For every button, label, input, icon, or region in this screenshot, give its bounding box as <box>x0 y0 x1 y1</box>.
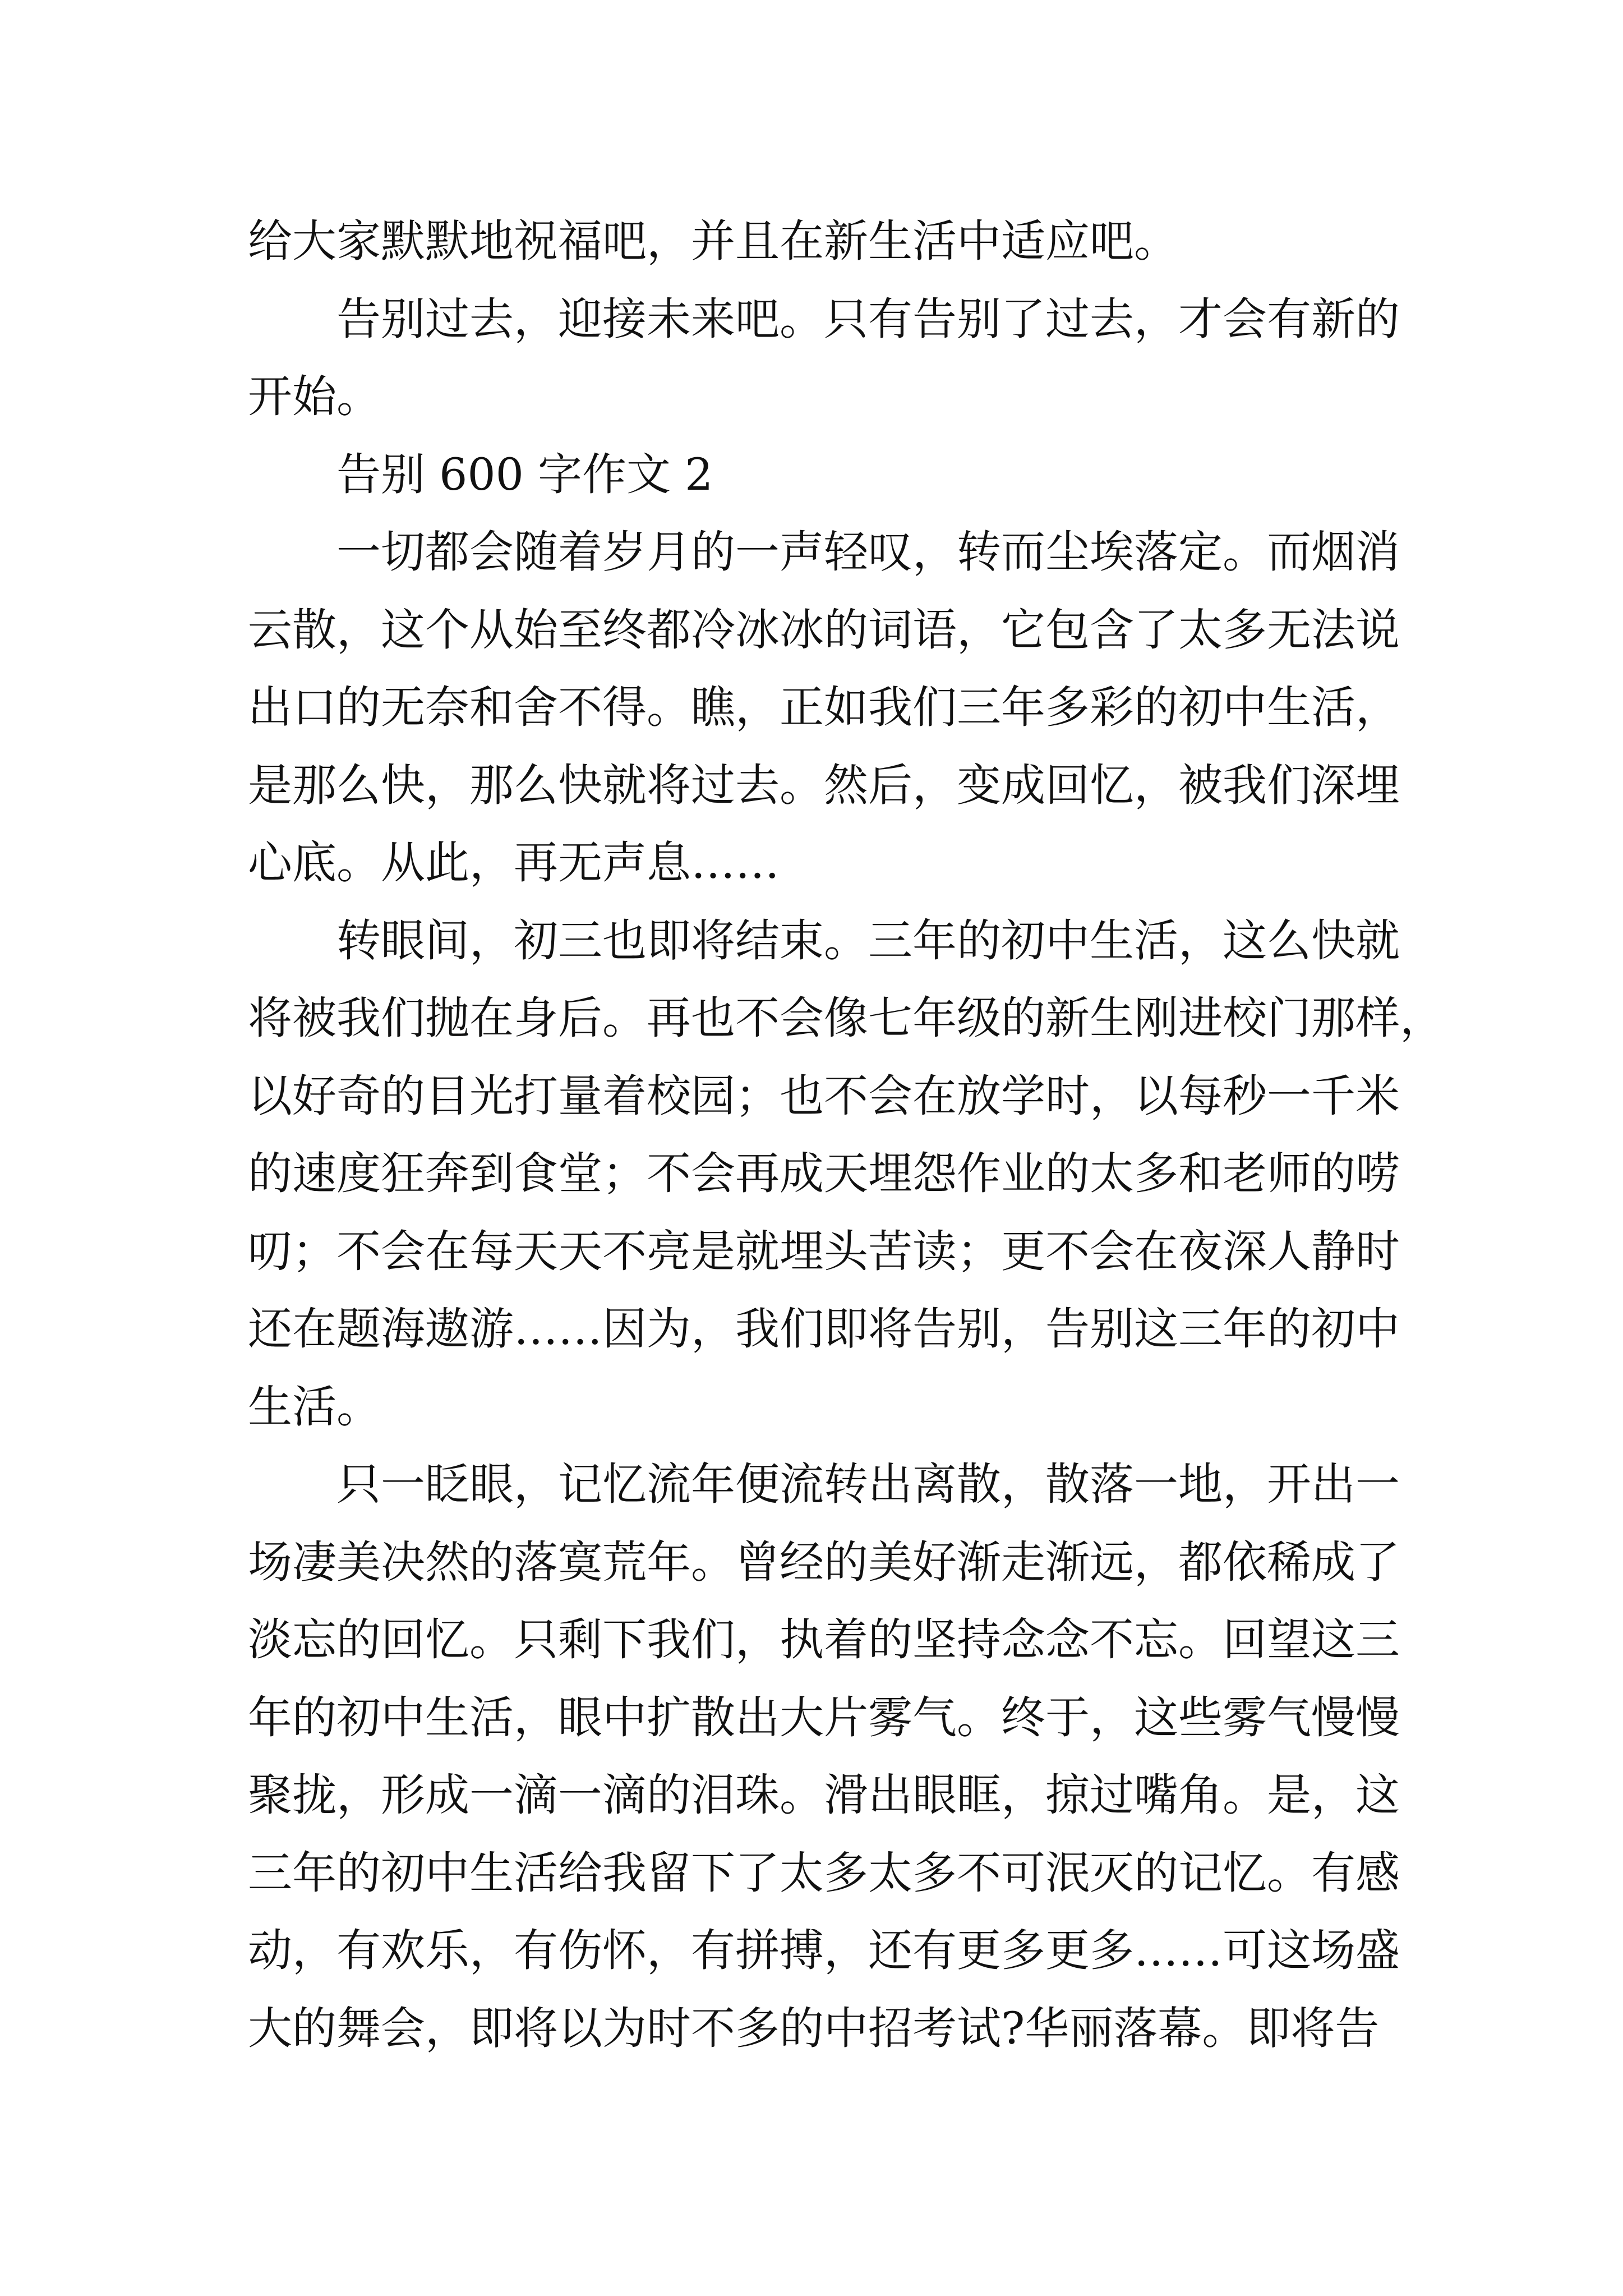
text-line: 动，有欢乐，有伤怀，有拼搏，还有更多更多……可这场盛 <box>248 1925 1400 1976</box>
text-line: 转眼间，初三也即将结束。三年的初中生活，这么快就 <box>248 915 1400 967</box>
text-line: 只一眨眼，记忆流年便流转出离散，散落一地，开出一 <box>248 1458 1400 1510</box>
text-line: 将被我们抛在身后。再也不会像七年级的新生刚进校门那样， <box>248 992 1444 1044</box>
section-heading: 告别 600 字作文 2 <box>248 449 713 500</box>
text-line: 一切都会随着岁月的一声轻叹，转而尘埃落定。而烟消 <box>248 526 1400 578</box>
text-line: 的速度狂奔到食堂；不会再成天埋怨作业的太多和老师的唠 <box>248 1148 1400 1199</box>
text-line: 场凄美决然的落寞荒年。曾经的美好渐走渐远，都依稀成了 <box>248 1536 1400 1588</box>
text-line: 告别过去，迎接未来吧。只有告别了过去，才会有新的 <box>248 293 1400 345</box>
text-line: 云散，这个从始至终都冷冰冰的词语，它包含了太多无法说 <box>248 604 1400 656</box>
text-line: 叨；不会在每天天不亮是就埋头苦读；更不会在夜深人静时 <box>248 1226 1400 1277</box>
text-line: 给大家默默地祝福吧，并且在新生活中适应吧。 <box>248 215 1178 267</box>
text-line: 年的初中生活，眼中扩散出大片雾气。终于，这些雾气慢慢 <box>248 1692 1400 1743</box>
text-line: 还在题海遨游……因为，我们即将告别，告别这三年的初中 <box>248 1303 1400 1355</box>
text-line: 淡忘的回忆。只剩下我们，执着的坚持念念不忘。回望这三 <box>248 1614 1400 1665</box>
text-line: 生活。 <box>248 1381 381 1433</box>
text-line: 出口的无奈和舍不得。瞧，正如我们三年多彩的初中生活， <box>248 682 1400 733</box>
text-line: 以好奇的目光打量着校园；也不会在放学时，以每秒一千米 <box>248 1070 1400 1122</box>
text-line: 开始。 <box>248 371 381 422</box>
text-line: 心底。从此，再无声息…… <box>248 837 780 889</box>
text-line: 三年的初中生活给我留下了太多太多不可泯灭的记忆。有感 <box>248 1847 1400 1899</box>
text-line: 聚拢，形成一滴一滴的泪珠。滑出眼眶，掠过嘴角。是，这 <box>248 1769 1400 1821</box>
text-line: 是那么快，那么快就将过去。然后，变成回忆，被我们深埋 <box>248 760 1400 811</box>
text-line: 大的舞会，即将以为时不多的中招考试?华丽落幕。即将告 <box>248 2003 1380 2054</box>
